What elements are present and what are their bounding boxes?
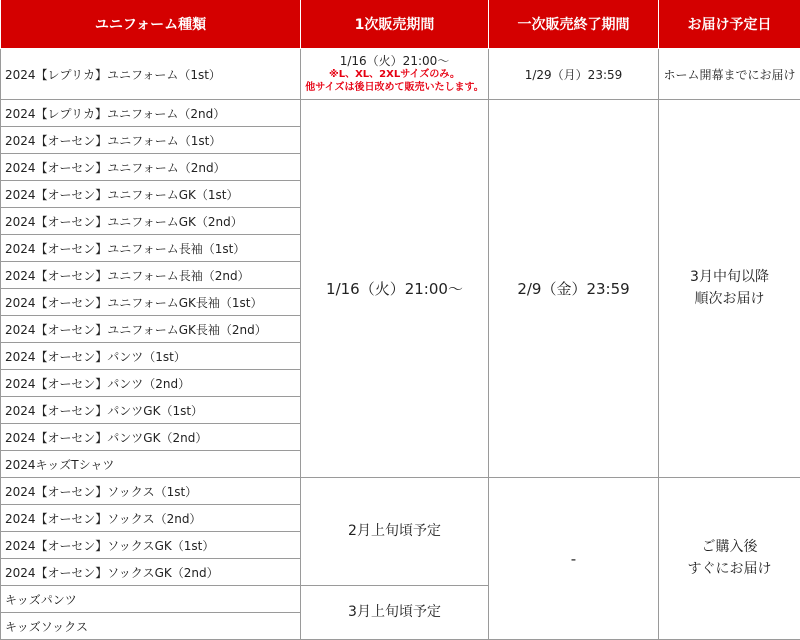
item-name: 2024【オーセン】ソックス（2nd）	[1, 505, 301, 532]
header-uniform-type: ユニフォーム種類	[1, 0, 301, 49]
item-name: 2024【オーセン】パンツGK（2nd）	[1, 424, 301, 451]
delivery-line1: 3月中旬以降	[659, 267, 800, 289]
group2-sale-start: 2月上旬頃予定	[301, 478, 489, 586]
header-first-sale-end: 一次販売終了期間	[489, 0, 659, 49]
item-name: 2024【オーセン】ユニフォーム（1st）	[1, 127, 301, 154]
group3-sale-start: 3月上旬頃予定	[301, 586, 489, 640]
item-name: 2024【オーセン】ユニフォームGK（2nd）	[1, 208, 301, 235]
item-name: 2024【オーセン】ユニフォーム長袖（2nd）	[1, 262, 301, 289]
header-row	[1, 0, 800, 49]
item-name: 2024【オーセン】ユニフォーム長袖（1st）	[1, 235, 301, 262]
item-name: 2024【オーセン】パンツ（2nd）	[1, 370, 301, 397]
item-name: 2024【オーセン】ユニフォーム（2nd）	[1, 154, 301, 181]
item-name: 2024【オーセン】ソックスGK（2nd）	[1, 559, 301, 586]
item-name: 2024【オーセン】ユニフォームGK長袖（2nd）	[1, 316, 301, 343]
sale-end-cell: 1/29（月）23:59	[489, 49, 659, 100]
item-name: 2024【オーセン】ソックス（1st）	[1, 478, 301, 505]
item-name: 2024【オーセン】パンツGK（1st）	[1, 397, 301, 424]
item-name: 2024【オーセン】ユニフォームGK長袖（1st）	[1, 289, 301, 316]
sale-period-cell	[301, 49, 489, 100]
item-name: 2024【レプリカ】ユニフォーム（1st）	[1, 49, 301, 100]
item-name: 2024【オーセン】ユニフォームGK（1st）	[1, 181, 301, 208]
delivery-line2: 順次お届け	[659, 289, 800, 311]
group1-sale-end: 2/9（金）23:59	[489, 100, 659, 478]
group2-delivery	[659, 478, 800, 640]
item-name: 2024【オーセン】パンツ（1st）	[1, 343, 301, 370]
sale-start-text: 1/16（火）21:00～	[301, 54, 488, 68]
size-note-line1: ※L、XL、2XLサイズのみ。	[301, 68, 488, 81]
delivery-line2: すぐにお届け	[659, 559, 800, 581]
item-name: 2024【レプリカ】ユニフォーム（2nd）	[1, 100, 301, 127]
group2-sale-end: -	[489, 478, 659, 640]
delivery-line1: ご購入後	[659, 537, 800, 559]
size-note-line2: 他サイズは後日改めて販売いたします。	[301, 81, 488, 94]
delivery-cell: ホーム開幕までにお届け	[659, 49, 800, 100]
table-row	[1, 478, 800, 505]
item-name: 2024キッズTシャツ	[1, 451, 301, 478]
item-name: キッズパンツ	[1, 586, 301, 613]
item-name: 2024【オーセン】ソックスGK（1st）	[1, 532, 301, 559]
table-row	[1, 100, 800, 127]
table-row	[1, 49, 800, 100]
group1-delivery	[659, 100, 800, 478]
item-name: キッズソックス	[1, 613, 301, 640]
header-delivery-date: お届け予定日	[659, 0, 800, 49]
group1-sale-start: 1/16（火）21:00～	[301, 100, 489, 478]
header-first-sale-period: 1次販売期間	[301, 0, 489, 49]
